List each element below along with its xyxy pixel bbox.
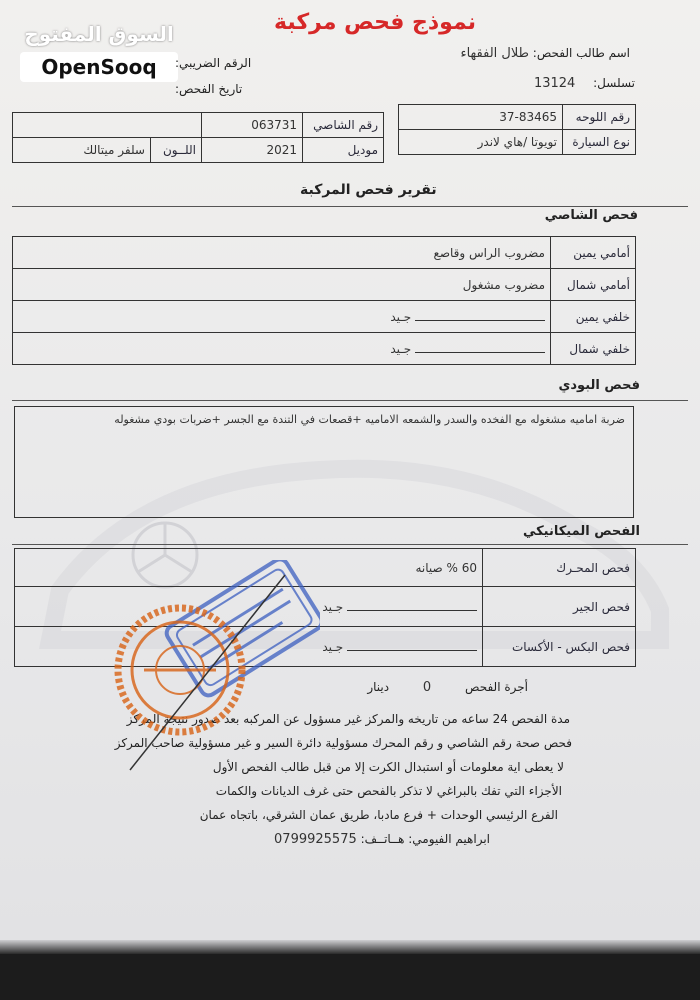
vehicle-plate-table	[398, 104, 636, 155]
serial-row	[534, 76, 635, 91]
report-divider	[12, 206, 688, 207]
mechanical-divider	[12, 544, 688, 545]
applicant-name: طلال الفقهاء	[460, 46, 529, 61]
model-label: موديل	[303, 138, 384, 163]
watermark-arabic-text: السوق المفتوح	[24, 22, 174, 46]
chassis-check-table	[12, 236, 636, 365]
vehicle-type-value: تويوتا /هاي لاندر	[399, 130, 563, 155]
opensooq-watermark	[20, 22, 178, 82]
body-check-box	[14, 406, 634, 518]
chassis-row-label: خلفي يمين	[551, 301, 636, 333]
body-check-title: فحص البودي	[558, 378, 640, 393]
terms-line: لا يعطى اية معلومات أو استبدال الكرت إلا من قبل طالب الفحص الأول	[212, 760, 564, 774]
vehicle-type-label: نوع السيارة	[563, 130, 636, 155]
fee-currency: دينار	[367, 680, 390, 694]
chassis-row-value: جـيد	[13, 301, 551, 333]
terms-line: الفرع الرئيسي الوحدات + فرع مادبا، طريق عمان الشرقي، باتجاه عمان	[199, 808, 558, 822]
watermark-english-text: OpenSooq	[20, 52, 178, 82]
tax-number-label: الرقم الضريبي:	[175, 56, 252, 70]
fee-value: 0	[422, 680, 432, 695]
mechanical-row-label: فحص الجير	[483, 587, 636, 627]
body-check-text: ضربة اماميه مشغوله مع الفخده والسدر والشمعه الاماميه +قصعات في التندة مع الجسر +ضربات بودي مشغوله	[114, 413, 625, 426]
mechanical-row-label: فحص المحـرك	[483, 549, 636, 587]
chassis-row-value: جـيد	[13, 333, 551, 365]
model-value: 2021	[202, 138, 303, 163]
applicant-row	[460, 46, 630, 61]
serial-label: تسلسل:	[593, 76, 635, 90]
mechanical-row-label: فحص البكس - الأكسات	[483, 627, 636, 667]
applicant-label: اسم طالب الفحص:	[532, 46, 630, 60]
terms-line: الأجزاء التي تفك بالبراغي لا تذكر بالفحص حتى غرف الديانات والكمات	[215, 784, 562, 798]
chassis-row-label: أمامي شمال	[551, 269, 636, 301]
serial-value: 13124	[533, 76, 576, 91]
mechanical-row-value: جـيد	[15, 587, 483, 627]
contact-name: ابراهيم الفيومي:	[408, 832, 490, 846]
color-label: اللــون	[151, 138, 202, 163]
phone-label: هــاتــف:	[360, 832, 405, 846]
report-title: تقرير فحص المركبة	[300, 182, 437, 198]
fee-label: أجرة الفحص	[465, 680, 528, 694]
body-divider	[12, 400, 688, 401]
paper-edge	[0, 940, 700, 954]
mechanical-row-value: جـيد	[15, 627, 483, 667]
mechanical-row-value: 60 % صيانه	[15, 549, 483, 587]
phone-number: 0799925575	[274, 832, 357, 847]
chassis-label: رقم الشاصي	[303, 113, 384, 138]
vehicle-chassis-table	[12, 112, 384, 163]
color-value: سلفر ميتالك	[13, 138, 151, 163]
form-title: نموذج فحص مركبة	[274, 10, 476, 35]
chassis-row-value: مضروب مشغول	[13, 269, 551, 301]
chassis-row-label: خلفي شمال	[551, 333, 636, 365]
terms-line: فحص صحة رقم الشاصي و رقم المحرك مسؤولية دائرة السير و غير مسؤولية صاحب المركز	[114, 736, 572, 750]
terms-line: مدة الفحص 24 ساعه من تاريخه والمركز غير مسؤول عن المركبه بعد صدور نتيجة المركز	[126, 712, 570, 726]
plate-label: رقم اللوحه	[563, 105, 636, 130]
contact-row	[274, 832, 490, 847]
fee-row	[367, 680, 528, 695]
chassis-value: 063731	[202, 113, 303, 138]
chassis-row-label: أمامي يمين	[551, 237, 636, 269]
chassis-check-title: فحص الشاصي	[544, 208, 638, 223]
mechanical-check-title: الفحص الميكانيكي	[522, 524, 640, 539]
chassis-row-value: مضروب الراس وقاصع	[13, 237, 551, 269]
plate-value: 37-83465	[399, 105, 563, 130]
inspection-center-stamps	[100, 560, 320, 780]
date-label: تاريخ الفحص:	[175, 82, 243, 96]
